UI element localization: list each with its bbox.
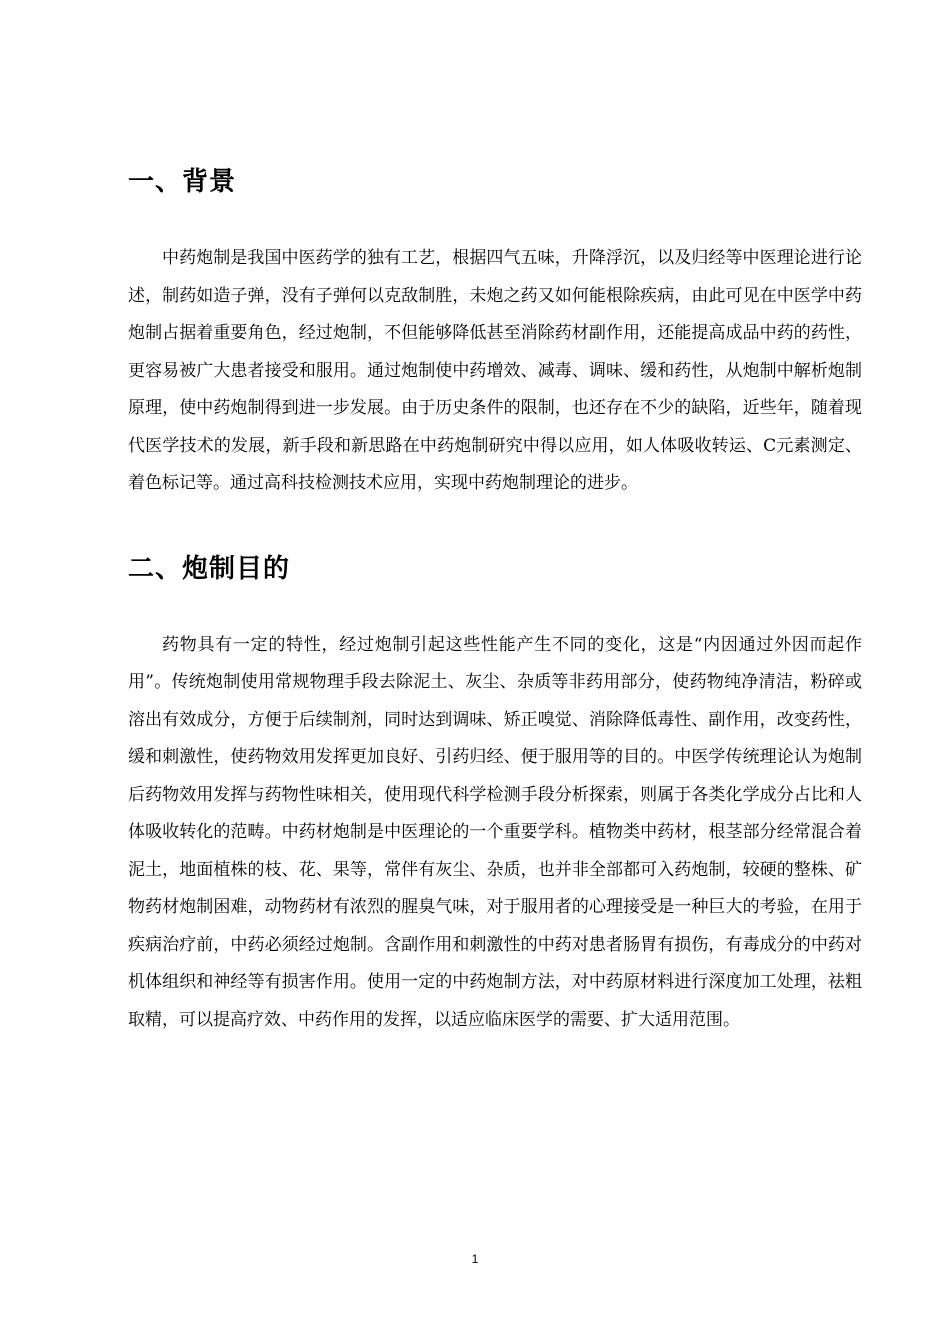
page-content <box>128 160 862 1039</box>
section-heading-background: 一、背景 <box>128 167 237 197</box>
section-paragraph-purpose: 药物具有一定的特性，经过炮制引起这些性能产生不同的变化，这是“内因通过外因而起作用”。传统炮制使用常规物理手段去除泥土、灰尘、杂质等非药用部分，使药物纯净清洁，粉碎或溶出有效成分，方便于后续制剂，同时达到调味、矫正嗅觉、消除降低毒性、副作用，改变药性，缓和刺激性，使药物效用发挥更加良好、引药归经、便于服用等的目的。中医学传统理论认为炮制后药物效用发挥与药物性味相关，使用现代科学检测手段分析探索，则属于各类化学成分占比和人体吸收转化的范畴。中药材炮制是中医理论的一个重要学科。植物类中药材，根茎部分经常混合着泥土，地面植株的枝、花、果等，常伴有灰尘、杂质，也并非全部都可入药炮制，较硬的整株、矿物药材炮制困难，动物药材有浓烈的腥臭气味，对于服用者的心理接受是一种巨大的考验，在用于疾病治疗前，中药必须经过炮制。含副作用和刺激性的中药对患者肠胃有损伤，有毒成分的中药对机体组织和神经等有损害作用。使用一定的中药炮制方法，对中药原材料进行深度加工处理，祛粗取精，可以提高疗效、中药作用的发挥，以适应临床医学的需要、扩大适用范围。 <box>128 634 862 1030</box>
section-paragraph-background: 中药炮制是我国中医药学的独有工艺，根据四气五味，升降浮沉，以及归经等中医理论进行论述，制药如造子弹，没有子弹何以克敌制胜，未炮之药又如何能根除疾病，由此可见在中医学中药炮制占据着重要角色，经过炮制，不但能够降低甚至消除药材副作用，还能提高成品中药的药性，更容易被广大患者接受和服用。通过炮制使中药增效、减毒、调味、缓和药性，从炮制中解析炮制原理，使中药炮制得到进一步发展。由于历史条件的限制，也还存在不少的缺陷，近些年，随着现代医学技术的发展，新手段和新思路在中药炮制研究中得以应用，如人体吸收转运、C元素测定、着色标记等。通过高科技检测技术应用，实现中药炮制理论的进步。 <box>128 248 862 493</box>
page-number: 1 <box>471 1252 479 1266</box>
section-heading-purpose: 二、炮制目的 <box>128 553 291 584</box>
